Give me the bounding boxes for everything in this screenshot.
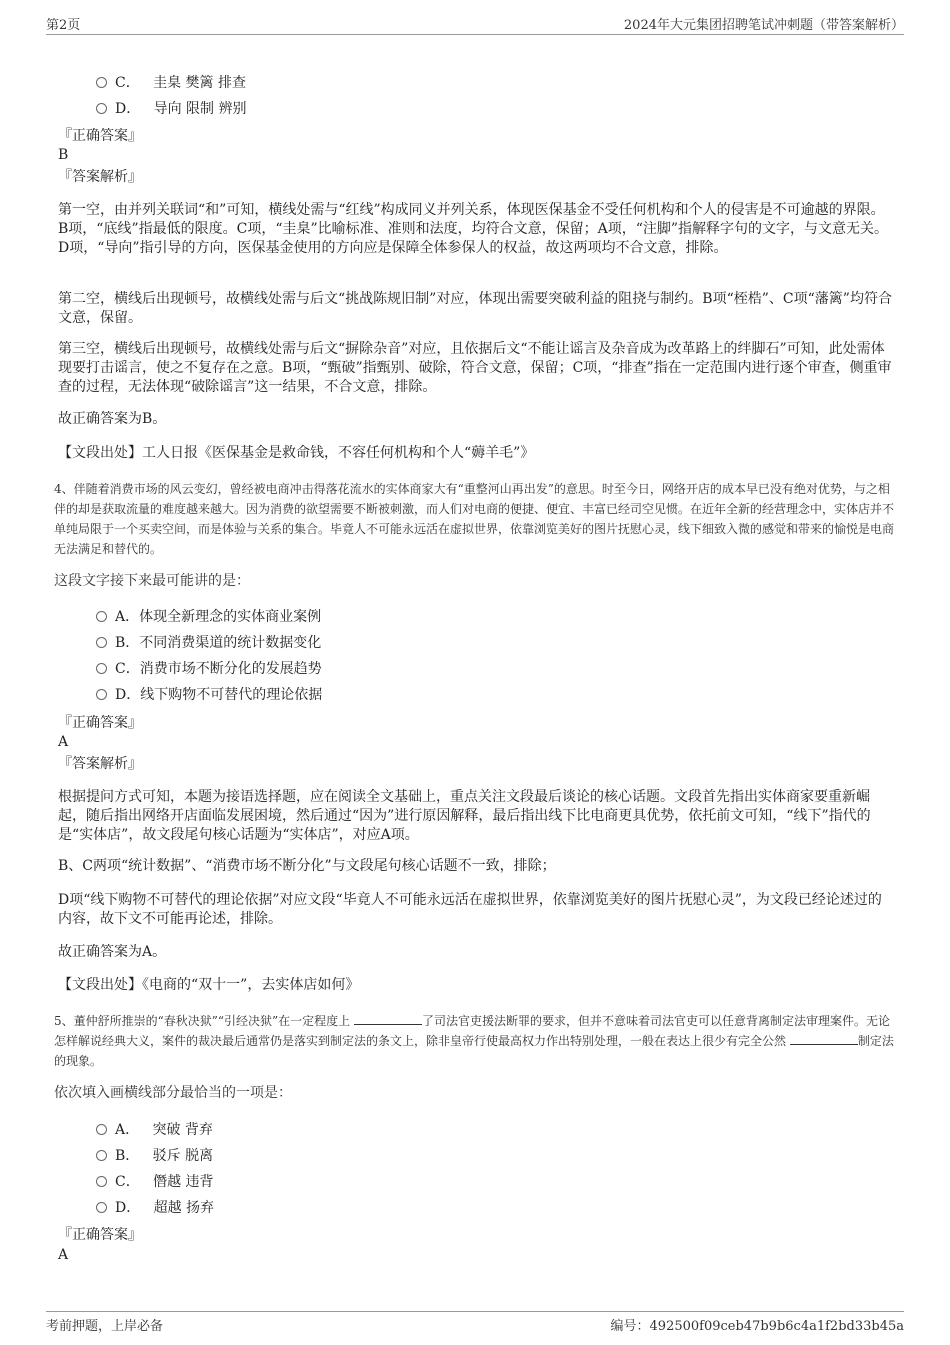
footer-slogan: 考前押题，上岸必备	[46, 1319, 164, 1334]
radio-icon[interactable]	[96, 1124, 107, 1135]
radio-icon[interactable]	[96, 637, 107, 648]
q5-question: 依次填入画横线部分最恰当的一项是：	[54, 1085, 292, 1101]
q4-answer: A	[58, 734, 69, 750]
q3-analysis-para3: 第三空，横线后出现顿号，故横线处需与后文“摒除杂音”对应，且依据后文“不能让谣言及杂音成为改革路上的绊脚石”可知，此处需体现要打击谣言，使之不复存在之意。B项，“甄破”指甄别、破除，符合文意，保留；C项，“排查”指在一定范围内进行逐个审查，侧重审查的过程，无法体现“破除谣言”这一结果，不合文意，排除。	[58, 341, 892, 395]
q3-source: 【文段出处】工人日报《医保基金是救命钱，不容任何机构和个人“薅羊毛”》	[58, 445, 535, 461]
q3-analysis-para1: 第一空，由并列关联词“和”可知，横线处需与“红线”构成同义并列关系，体现医保基金不受任何机构和个人的侵害是不可逾越的界限。B项，“底线”指最低的限度。C项，“圭臬”比喻标准、准则和法度，均符合文意，保留；A项，“注脚”指解释字句的文字，与文意无关。D项，“导向”指引导的方向，医保基金使用的方向应是保障全体参保人的权益，故这两项均不合文意，排除。	[58, 202, 889, 256]
q4-option-a[interactable]: A．体现全新理念的实体商业案例	[96, 607, 321, 627]
q3-option-c[interactable]: C． 圭臬 樊篱 排查	[96, 73, 246, 93]
q4-option-b[interactable]: B．不同消费渠道的统计数据变化	[96, 633, 321, 653]
q4-analysis-para1: 根据提问方式可知，本题为接语选择题，应在阅读全文基础上，重点关注文段最后谈论的核心话题。文段首先指出实体商家要重新崛起，随后指出网络开店面临发展困境，然后通过“因为”进行原因解释，最后指出线下比电商更具优势，依托前文可知，“线下”指代的是“实体店”，故文段尾句核心话题为“实体店”，对应A项。	[58, 789, 871, 843]
q4-option-d[interactable]: D．线下购物不可替代的理论依据	[96, 685, 322, 705]
page-footer	[46, 1311, 904, 1335]
radio-icon[interactable]	[96, 77, 107, 88]
radio-icon[interactable]	[96, 663, 107, 674]
q3-answer: B	[58, 147, 69, 163]
q3-answer-label: 『正确答案』	[58, 128, 142, 144]
q3-conclusion: 故正确答案为B。	[58, 411, 167, 427]
q4-answer-label: 『正确答案』	[58, 715, 142, 731]
page-header	[46, 12, 904, 35]
q4-source: 【文段出处】《电商的“双十一”，去实体店如何》	[58, 977, 360, 993]
q5-option-d[interactable]: D． 超越 扬弃	[96, 1198, 214, 1218]
radio-icon[interactable]	[96, 1150, 107, 1161]
document-title: 2024年大元集团招聘笔试冲刺题（带答案解析）	[623, 18, 904, 33]
q5-option-b[interactable]: B． 驳斥 脱离	[96, 1146, 213, 1166]
q4-analysis-para2: B、C两项“统计数据”、“消费市场不断分化”与文段尾句核心话题不一致，排除；	[58, 858, 556, 874]
q5-answer-label: 『正确答案』	[58, 1227, 142, 1243]
q4-question: 这段文字接下来最可能讲的是：	[54, 573, 250, 589]
footer-code: 编号：492500f09ceb47b9b6c4a1f2bd33b45a	[610, 1319, 904, 1334]
radio-icon[interactable]	[96, 103, 107, 114]
radio-icon[interactable]	[96, 1176, 107, 1187]
q5-option-a[interactable]: A． 突破 背弃	[96, 1120, 213, 1140]
q4-analysis-label: 『答案解析』	[58, 756, 142, 772]
q3-option-d[interactable]: D． 导向 限制 辨别	[96, 99, 247, 119]
q5-blank-1	[354, 1012, 422, 1025]
radio-icon[interactable]	[96, 611, 107, 622]
page-number: 第2页	[46, 18, 81, 33]
q3-analysis-label: 『答案解析』	[58, 169, 142, 185]
q5-blank-2	[790, 1032, 858, 1045]
q4-option-c[interactable]: C．消费市场不断分化的发展趋势	[96, 659, 322, 679]
q4-conclusion: 故正确答案为A。	[58, 944, 167, 960]
radio-icon[interactable]	[96, 1202, 107, 1213]
q3-analysis-para2: 第二空，横线后出现顿号，故横线处需与后文“挑战陈规旧制”对应，体现出需要突破利益的阻挠与制约。B项“桎梏”、C项“藩篱”均符合文意，保留。	[58, 291, 892, 326]
q4-stem: 4、伴随着消费市场的风云变幻，曾经被电商冲击得落花流水的实体商家大有“重整河山再出发”的意思。时至今日，网络开店的成本早已没有绝对优势，与之相伴的却是获取流量的难度越来越大。因为消费的欲望需要不断被刺激，而人们对电商的便捷、便宜、丰富已经司空见惯。在近年全新的经营理念中，实体店并不单纯局限于一个买卖空间，而是体验与关系的集合。毕竟人不可能永远活在虚拟世界，依靠浏览美好的图片抚慰心灵，线下细致入微的感觉和带来的愉悦是电商无法满足和替代的。	[54, 482, 895, 556]
q5-stem: 5、董仲舒所推崇的“春秋决狱”“引经决狱”在一定程度上 了司法官吏援法断罪的要求，但并不意味着司法官吏可以任意背离制定法审理案件。无论怎样解说经典大义，案件的裁决最后通常仍是落实到制定法的条文上，除非皇帝行使最高权力作出特别处理，一般在表达上很少有完全公然 制定法的现象。	[54, 1014, 894, 1068]
radio-icon[interactable]	[96, 689, 107, 700]
q4-analysis-para3: D项“线下购物不可替代的理论依据”对应文段“毕竟人不可能永远活在虚拟世界，依靠浏览美好的图片抚慰心灵”，为文段已经论述过的内容，故下文不可能再论述，排除。	[58, 892, 882, 927]
q5-answer: A	[58, 1247, 69, 1263]
q5-option-c[interactable]: C． 僭越 违背	[96, 1172, 214, 1192]
